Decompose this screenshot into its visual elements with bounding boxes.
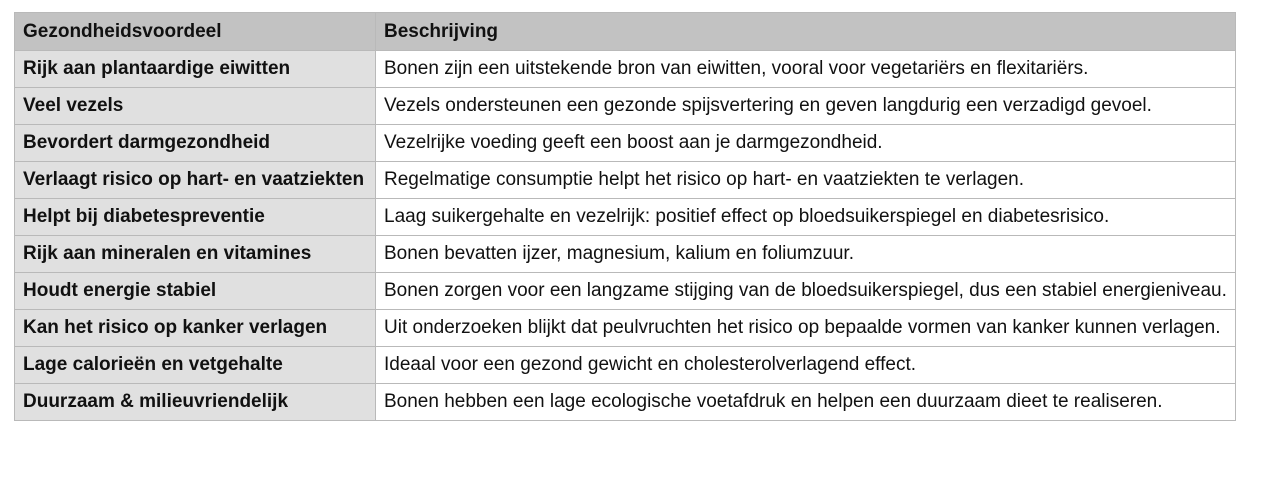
benefit-cell: Lage calorieën en vetgehalte <box>15 347 376 384</box>
benefit-cell: Duurzaam & milieuvriendelijk <box>15 384 376 421</box>
benefit-cell: Rijk aan mineralen en vitamines <box>15 236 376 273</box>
table-row <box>15 162 1236 199</box>
benefit-cell: Verlaagt risico op hart- en vaatziekten <box>15 162 376 199</box>
description-cell: Bonen hebben een lage ecologische voetafdruk en helpen een duurzaam dieet te realiseren. <box>376 384 1236 421</box>
description-cell: Ideaal voor een gezond gewicht en cholesterolverlagend effect. <box>376 347 1236 384</box>
description-cell: Bonen zorgen voor een langzame stijging van de bloedsuikerspiegel, dus een stabiel energieniveau. <box>376 273 1236 310</box>
benefit-cell: Bevordert darmgezondheid <box>15 125 376 162</box>
benefit-cell: Kan het risico op kanker verlagen <box>15 310 376 347</box>
benefit-cell: Houdt energie stabiel <box>15 273 376 310</box>
description-cell: Regelmatige consumptie helpt het risico op hart- en vaatziekten te verlagen. <box>376 162 1236 199</box>
table-body <box>15 51 1236 421</box>
table-row <box>15 125 1236 162</box>
table-row <box>15 51 1236 88</box>
table-row <box>15 384 1236 421</box>
benefit-cell: Rijk aan plantaardige eiwitten <box>15 51 376 88</box>
description-cell: Bonen zijn een uitstekende bron van eiwitten, vooral voor vegetariërs en flexitariërs. <box>376 51 1236 88</box>
benefit-cell: Helpt bij diabetespreventie <box>15 199 376 236</box>
table-row <box>15 310 1236 347</box>
table-row <box>15 88 1236 125</box>
table-row <box>15 347 1236 384</box>
table-row <box>15 273 1236 310</box>
header-cell-description: Beschrijving <box>376 13 1236 51</box>
table-row <box>15 236 1236 273</box>
benefit-cell: Veel vezels <box>15 88 376 125</box>
description-cell: Vezelrijke voeding geeft een boost aan je darmgezondheid. <box>376 125 1236 162</box>
description-cell: Uit onderzoeken blijkt dat peulvruchten het risico op bepaalde vormen van kanker kunnen verlagen. <box>376 310 1236 347</box>
description-cell: Bonen bevatten ijzer, magnesium, kalium en foliumzuur. <box>376 236 1236 273</box>
table-row <box>15 199 1236 236</box>
header-row <box>15 13 1236 51</box>
header-cell-benefit: Gezondheidsvoordeel <box>15 13 376 51</box>
description-cell: Vezels ondersteunen een gezonde spijsvertering en geven langdurig een verzadigd gevoel. <box>376 88 1236 125</box>
table-header <box>15 13 1236 51</box>
health-benefits-table <box>14 12 1236 421</box>
description-cell: Laag suikergehalte en vezelrijk: positief effect op bloedsuikerspiegel en diabetesrisico. <box>376 199 1236 236</box>
